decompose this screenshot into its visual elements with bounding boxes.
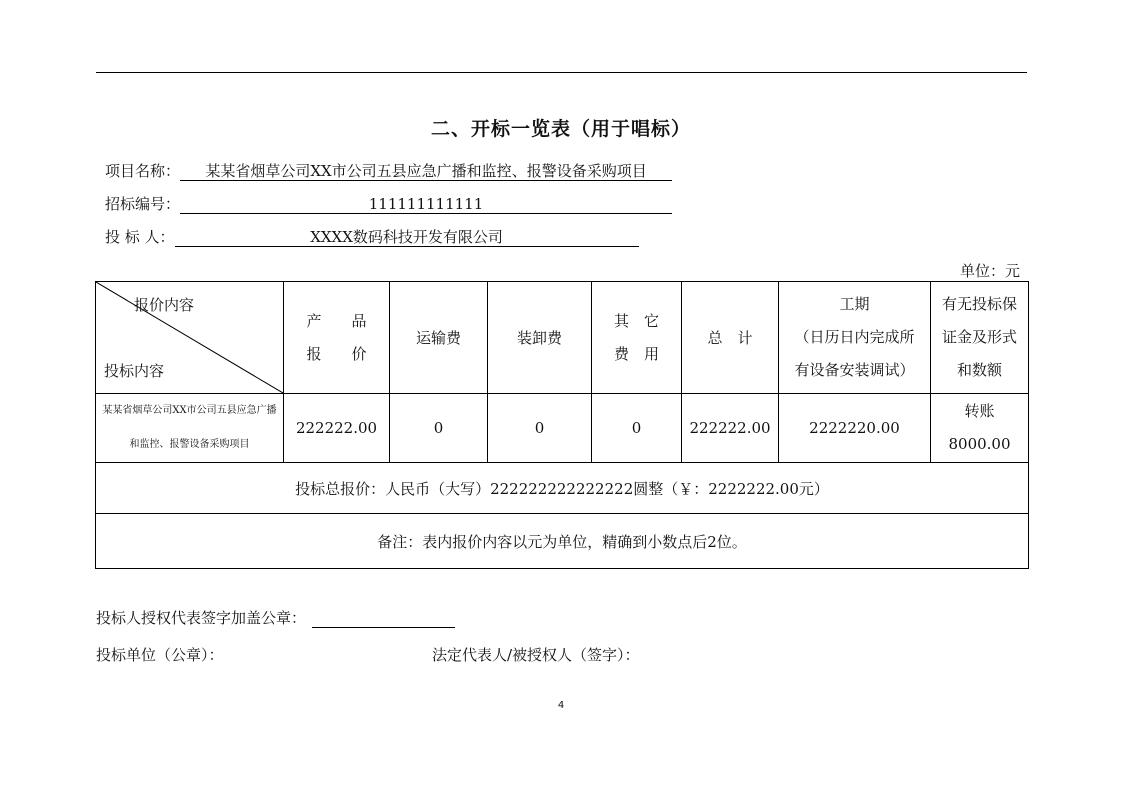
- row-content-line1: 某某省烟草公司XX市公司五县应急广播: [102, 405, 277, 416]
- page-number: 4: [557, 700, 565, 711]
- unit-label: 单位：元: [959, 262, 1020, 280]
- header-period-line3: 有设备安装调试）: [794, 361, 915, 379]
- header-deposit-line1: 有无投标保: [941, 295, 1017, 313]
- tender-number-field: [105, 193, 672, 214]
- header-other-fees: [592, 282, 682, 394]
- header-handling: 装卸费: [488, 282, 592, 394]
- header-total: 总 计: [682, 282, 779, 394]
- header-product-price-line1: 产 品: [306, 311, 367, 330]
- bidder-label: 投 标 人：: [105, 228, 175, 246]
- authorized-rep-label: 投标人授权代表签字加盖公章：: [96, 609, 307, 627]
- bidder-value: XXXX数码科技开发有限公司: [175, 228, 639, 247]
- total-price-text: 投标总报价：人民币（大写）222222222222222圆整（￥：2222222.00元）: [96, 463, 1029, 514]
- header-deposit-line2: 证金及形式: [941, 328, 1017, 346]
- header-quote-content: 报价内容: [134, 296, 195, 314]
- project-name-field: [105, 160, 672, 181]
- page-title: 二、开标一览表（用于唱标）: [430, 118, 691, 140]
- row-deposit-line2: 8000.00: [948, 435, 1011, 453]
- bidder-field: [105, 226, 639, 247]
- tender-number-value: 111111111111: [180, 195, 672, 214]
- table-header-row: [96, 282, 1029, 394]
- header-period-line1: 工期: [839, 295, 870, 313]
- project-name-value: 某某省烟草公司XX市公司五县应急广播和监控、报警设备采购项目: [180, 162, 672, 181]
- authorized-rep-signature: [96, 607, 455, 628]
- row-handling: 0: [488, 394, 592, 463]
- project-name-label: 项目名称：: [105, 162, 181, 180]
- header-bid-content: 投标内容: [104, 362, 165, 380]
- header-product-price-line2: 报 价: [306, 344, 367, 363]
- signature-blank-line: [312, 611, 455, 628]
- header-product-price: [284, 282, 390, 394]
- row-product-price: 222222.00: [284, 394, 390, 463]
- header-other-line1: 其 它: [613, 311, 659, 330]
- header-shipping: 运输费: [390, 282, 488, 394]
- row-content: [96, 394, 284, 463]
- header-deposit-line3: 和数额: [956, 361, 1002, 379]
- row-period: 2222220.00: [779, 394, 931, 463]
- row-deposit-line1: 转账: [964, 402, 995, 420]
- legal-rep-signature: 法定代表人/被授权人（签字）：: [432, 646, 640, 664]
- total-price-row: [96, 463, 1029, 514]
- row-total: 222222.00: [682, 394, 779, 463]
- table-row: [96, 394, 1029, 463]
- header-period-line2: （日历日内完成所: [794, 328, 915, 346]
- diagonal-header-cell: [96, 282, 284, 394]
- row-other: 0: [592, 394, 682, 463]
- header-other-line2: 费 用: [613, 344, 659, 363]
- row-deposit: [931, 394, 1029, 463]
- bid-summary-table: [95, 281, 1029, 569]
- header-period: [779, 282, 931, 394]
- row-shipping: 0: [390, 394, 488, 463]
- header-deposit: [931, 282, 1029, 394]
- tender-number-label: 招标编号：: [105, 195, 181, 213]
- note-text: 备注：表内报价内容以元为单位，精确到小数点后2位。: [96, 514, 1029, 569]
- header-rule: [96, 72, 1027, 73]
- note-row: [96, 514, 1029, 569]
- row-content-line2: 和监控、报警设备采购项目: [129, 439, 250, 450]
- bidder-unit-seal: 投标单位（公章）：: [96, 646, 224, 664]
